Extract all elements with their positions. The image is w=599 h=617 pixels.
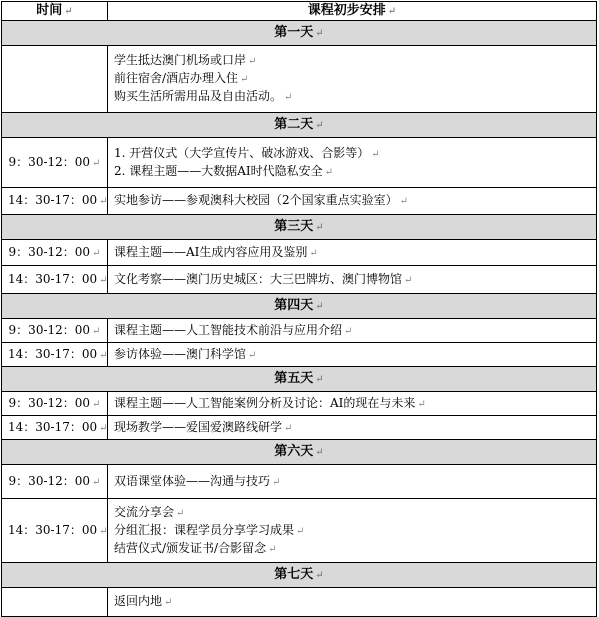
paragraph-mark-icon: ↵ bbox=[99, 349, 108, 361]
paragraph-mark-icon: ↵ bbox=[92, 325, 101, 337]
day-header-row bbox=[2, 294, 597, 319]
activity-cell bbox=[108, 319, 597, 343]
activity-line bbox=[114, 395, 590, 413]
activity-line bbox=[114, 504, 590, 522]
day-title-cell bbox=[2, 440, 597, 465]
activity-text: 1. 开营仪式（大学宣传片、破冰游戏、合影等） bbox=[114, 145, 370, 160]
activity-line bbox=[114, 192, 590, 210]
day-header-row bbox=[2, 367, 597, 392]
time-cell bbox=[2, 138, 108, 188]
activity-line bbox=[114, 593, 590, 611]
activity-text: 学生抵达澳门机场或口岸 bbox=[114, 53, 247, 67]
header-schedule-label: 课程初步安排 bbox=[307, 3, 386, 18]
session-time: 14：30-17：00 bbox=[8, 271, 98, 286]
paragraph-mark-icon: ↵ bbox=[399, 196, 409, 207]
day-title: 第三天 bbox=[274, 219, 314, 234]
activity-cell bbox=[108, 499, 597, 563]
time-cell bbox=[2, 319, 108, 343]
activity-text: 课程主题——人工智能案例分析及讨论：AI的现在与未来 bbox=[114, 395, 416, 410]
header-row bbox=[2, 2, 597, 21]
day-header-row bbox=[2, 215, 597, 240]
schedule-table bbox=[1, 1, 597, 617]
day-header-row bbox=[2, 21, 597, 46]
activity-line bbox=[114, 244, 590, 262]
paragraph-mark-icon: ↵ bbox=[324, 166, 334, 178]
activity-text: 现场教学——爱国爱澳路线研学 bbox=[114, 419, 283, 434]
paragraph-mark-icon: ↵ bbox=[344, 325, 353, 337]
day-header-row bbox=[2, 563, 597, 588]
paragraph-mark-icon: ↵ bbox=[92, 157, 101, 169]
schedule-row bbox=[2, 392, 597, 416]
time-cell bbox=[2, 46, 108, 113]
session-time: 14：30-17：00 bbox=[8, 522, 98, 537]
activity-text: 双语课堂体验——沟通与技巧 bbox=[114, 473, 271, 488]
paragraph-mark-icon: ↵ bbox=[309, 247, 318, 259]
schedule-row bbox=[2, 240, 597, 266]
activity-line bbox=[114, 88, 590, 106]
paragraph-mark-icon: ↵ bbox=[371, 148, 380, 160]
schedule-body bbox=[2, 21, 597, 617]
paragraph-mark-icon: ↵ bbox=[99, 422, 108, 434]
time-cell bbox=[2, 465, 108, 499]
paragraph-mark-icon: ↵ bbox=[99, 274, 108, 286]
time-cell bbox=[2, 343, 108, 367]
day-title: 第一天 bbox=[274, 25, 314, 40]
day-header-row bbox=[2, 113, 597, 138]
day-title-cell bbox=[2, 367, 597, 392]
time-cell bbox=[2, 240, 108, 266]
paragraph-mark-icon: ↵ bbox=[92, 247, 101, 259]
activity-text: 文化考察——澳门历史城区：大三巴牌坊、澳门博物馆 bbox=[114, 271, 403, 286]
activity-cell bbox=[108, 465, 597, 499]
paragraph-mark-icon: ↵ bbox=[176, 507, 185, 519]
schedule-row bbox=[2, 266, 597, 294]
session-time: 9：30-12：00 bbox=[8, 395, 91, 410]
time-cell bbox=[2, 188, 108, 215]
activity-text: 分组汇报：课程学员分享学习成果 bbox=[114, 522, 295, 537]
header-schedule bbox=[108, 2, 597, 21]
activity-line bbox=[114, 145, 590, 163]
time-cell bbox=[2, 392, 108, 416]
time-cell bbox=[2, 499, 108, 563]
activity-text: 交流分享会 bbox=[114, 504, 175, 519]
paragraph-mark-icon: ↵ bbox=[248, 349, 257, 361]
paragraph-mark-icon: ↵ bbox=[387, 6, 397, 17]
activity-line bbox=[114, 473, 590, 491]
schedule-row bbox=[2, 46, 597, 113]
paragraph-mark-icon: ↵ bbox=[92, 398, 101, 410]
activity-line bbox=[114, 346, 590, 364]
session-time: 14：30-17：00 bbox=[8, 419, 98, 434]
day-header-row bbox=[2, 440, 597, 465]
activity-line bbox=[114, 540, 590, 558]
schedule-row bbox=[2, 138, 597, 188]
time-cell bbox=[2, 266, 108, 294]
activity-text: 结营仪式/颁发证书/合影留念 bbox=[114, 540, 267, 555]
paragraph-mark-icon: ↵ bbox=[315, 447, 324, 458]
paragraph-mark-icon: ↵ bbox=[315, 222, 324, 233]
paragraph-mark-icon: ↵ bbox=[315, 301, 324, 312]
activity-cell bbox=[108, 392, 597, 416]
time-cell bbox=[2, 416, 108, 440]
day-title-cell bbox=[2, 294, 597, 319]
header-time-label: 时间 bbox=[36, 3, 63, 18]
activity-line bbox=[114, 419, 590, 437]
session-time: 9：30-12：00 bbox=[8, 244, 91, 259]
activity-cell bbox=[108, 266, 597, 294]
paragraph-mark-icon: ↵ bbox=[64, 6, 73, 17]
session-time: 9：30-12：00 bbox=[8, 473, 91, 488]
paragraph-mark-icon: ↵ bbox=[99, 196, 108, 207]
paragraph-mark-icon: ↵ bbox=[315, 374, 324, 385]
day-title: 第五天 bbox=[274, 371, 314, 386]
paragraph-mark-icon: ↵ bbox=[296, 525, 305, 537]
schedule-row bbox=[2, 188, 597, 215]
activity-line bbox=[114, 271, 590, 289]
day-title-cell bbox=[2, 215, 597, 240]
paragraph-mark-icon: ↵ bbox=[315, 28, 324, 39]
activity-cell bbox=[108, 188, 597, 215]
activity-text: 2. 课程主题——大数据AI时代隐私安全 bbox=[114, 163, 323, 178]
paragraph-mark-icon: ↵ bbox=[272, 476, 281, 488]
schedule-row bbox=[2, 588, 597, 617]
activity-text: 前往宿舍/酒店办理入住 bbox=[114, 71, 239, 85]
activity-text: 参访体验——澳门科学馆 bbox=[114, 346, 247, 361]
activity-text: 课程主题——AI生成内容应用及鉴别 bbox=[114, 244, 308, 259]
paragraph-mark-icon: ↵ bbox=[164, 597, 173, 608]
day-title-cell bbox=[2, 21, 597, 46]
activity-cell bbox=[108, 588, 597, 617]
time-cell bbox=[2, 588, 108, 617]
paragraph-mark-icon: ↵ bbox=[315, 120, 324, 131]
schedule-row bbox=[2, 319, 597, 343]
paragraph-mark-icon: ↵ bbox=[315, 570, 324, 581]
paragraph-mark-icon: ↵ bbox=[268, 543, 277, 555]
activity-line bbox=[114, 70, 590, 88]
paragraph-mark-icon: ↵ bbox=[417, 398, 426, 410]
activity-text: 购买生活所需用品及自由活动。 bbox=[114, 89, 283, 103]
paragraph-mark-icon: ↵ bbox=[240, 74, 249, 85]
activity-cell bbox=[108, 343, 597, 367]
session-time: 14：30-17：00 bbox=[8, 346, 98, 361]
schedule-row bbox=[2, 343, 597, 367]
day-title: 第七天 bbox=[274, 567, 314, 582]
day-title: 第六天 bbox=[274, 444, 314, 459]
paragraph-mark-icon: ↵ bbox=[284, 422, 293, 434]
day-title: 第四天 bbox=[274, 298, 314, 313]
activity-text: 实地参访——参观澳科大校园（2个国家重点实验室） bbox=[114, 193, 398, 207]
activity-text: 课程主题——人工智能技术前沿与应用介绍 bbox=[114, 322, 343, 337]
day-title: 第二天 bbox=[274, 117, 314, 132]
activity-line bbox=[114, 52, 590, 70]
activity-cell bbox=[108, 138, 597, 188]
paragraph-mark-icon: ↵ bbox=[92, 476, 101, 488]
schedule-row bbox=[2, 499, 597, 563]
paragraph-mark-icon: ↵ bbox=[99, 525, 108, 537]
activity-cell bbox=[108, 240, 597, 266]
paragraph-mark-icon: ↵ bbox=[248, 56, 257, 67]
paragraph-mark-icon: ↵ bbox=[404, 274, 413, 286]
activity-line bbox=[114, 322, 590, 340]
activity-cell bbox=[108, 416, 597, 440]
activity-text: 返回内地 bbox=[114, 594, 163, 608]
day-title-cell bbox=[2, 563, 597, 588]
day-title-cell bbox=[2, 113, 597, 138]
session-time: 14：30-17：00 bbox=[8, 193, 98, 207]
paragraph-mark-icon: ↵ bbox=[284, 92, 293, 103]
activity-line bbox=[114, 163, 590, 181]
session-time: 9：30-12：00 bbox=[8, 322, 91, 337]
activity-cell bbox=[108, 46, 597, 113]
activity-line bbox=[114, 522, 590, 540]
header-time bbox=[2, 2, 108, 21]
schedule-row bbox=[2, 416, 597, 440]
schedule-row bbox=[2, 465, 597, 499]
session-time: 9：30-12：00 bbox=[8, 154, 91, 169]
